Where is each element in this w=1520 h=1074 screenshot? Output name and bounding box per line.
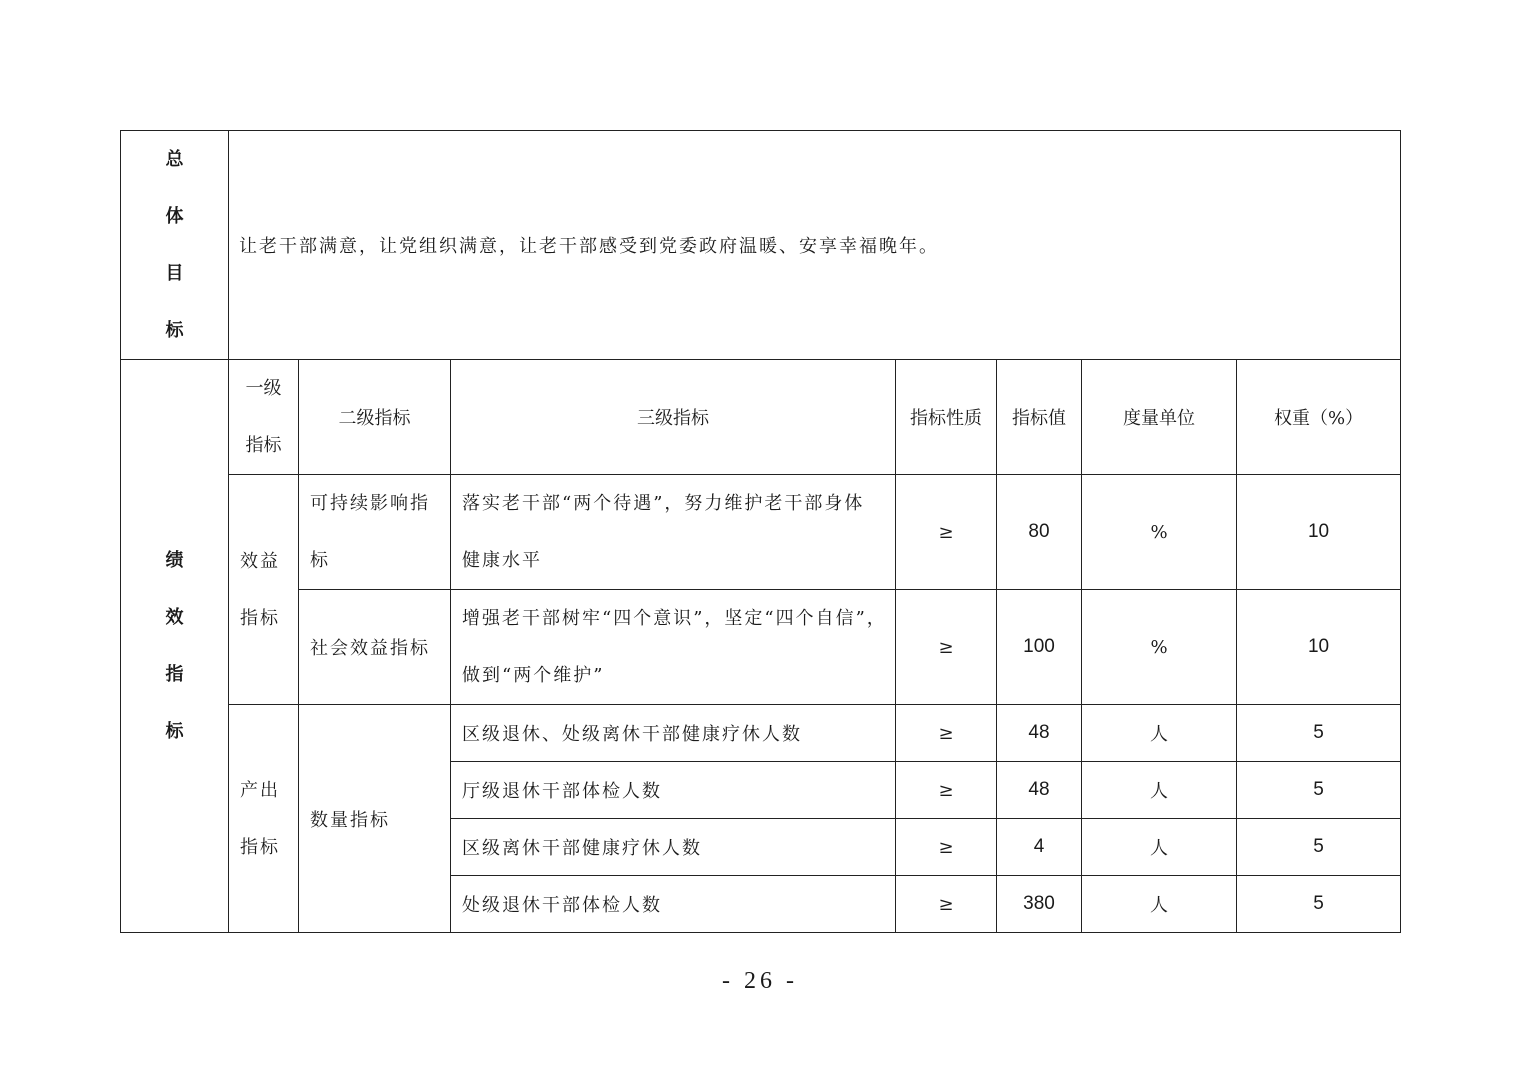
- value-cell: 48: [997, 762, 1082, 819]
- table-row: [121, 475, 1401, 590]
- unit-cell: 人: [1082, 705, 1237, 762]
- level1-line: 指标: [240, 836, 280, 858]
- level3-line: 做到“两个维护”: [462, 665, 605, 686]
- value-cell: 4: [997, 819, 1082, 876]
- overall-goal-label-char: 总: [165, 149, 184, 170]
- output-indicator-label: [229, 705, 299, 933]
- header-level2: 二级指标: [299, 360, 451, 475]
- level3-cell: 处级退休干部体检人数: [451, 876, 896, 933]
- value-cell: 48: [997, 705, 1082, 762]
- level1-line: 产出: [240, 779, 280, 801]
- header-level1: [229, 360, 299, 475]
- level3-cell: [451, 590, 896, 705]
- unit-cell: %: [1082, 475, 1237, 590]
- table-row: [121, 705, 1401, 762]
- value-cell: 380: [997, 876, 1082, 933]
- header-unit: 度量单位: [1082, 360, 1237, 475]
- overall-goal-label: [121, 131, 229, 360]
- nature-cell: ≥: [896, 762, 997, 819]
- overall-goal-label-char: 体: [165, 206, 184, 227]
- weight-cell: 5: [1237, 876, 1401, 933]
- unit-cell: 人: [1082, 876, 1237, 933]
- page-number: - 26 -: [722, 968, 798, 994]
- nature-cell: ≥: [896, 819, 997, 876]
- unit-cell: 人: [1082, 819, 1237, 876]
- performance-indicator-label: [121, 360, 229, 933]
- header-level3: 三级指标: [451, 360, 896, 475]
- performance-label-char: 标: [165, 721, 184, 742]
- header-level1-line: 指标: [245, 435, 282, 456]
- overall-goal-text: 让老干部满意，让党组织满意，让老干部感受到党委政府温暖、安享幸福晚年。: [229, 131, 1401, 360]
- level2-cell: [299, 475, 451, 590]
- level3-line: 落实老干部“两个待遇”，努力维护老干部身体: [462, 493, 865, 514]
- level1-line: 效益: [240, 550, 280, 572]
- level3-cell: 区级离休干部健康疗休人数: [451, 819, 896, 876]
- nature-cell: ≥: [896, 876, 997, 933]
- level2-line: 可持续影响指: [310, 493, 430, 514]
- nature-cell: ≥: [896, 475, 997, 590]
- unit-cell: 人: [1082, 762, 1237, 819]
- level2-cell: 社会效益指标: [299, 590, 451, 705]
- header-nature: 指标性质: [896, 360, 997, 475]
- indicator-header-row: [121, 360, 1401, 475]
- performance-label-char: 指: [165, 664, 184, 685]
- level1-line: 指标: [240, 607, 280, 629]
- level3-cell: [451, 475, 896, 590]
- weight-cell: 10: [1237, 475, 1401, 590]
- nature-cell: ≥: [896, 705, 997, 762]
- level3-cell: 区级退休、处级离休干部健康疗休人数: [451, 705, 896, 762]
- weight-cell: 5: [1237, 705, 1401, 762]
- level3-line: 健康水平: [462, 550, 542, 571]
- level2-line: 标: [310, 550, 330, 571]
- level3-cell: 厅级退休干部体检人数: [451, 762, 896, 819]
- level3-line: 增强老干部树牢“四个意识”，坚定“四个自信”，: [462, 608, 887, 629]
- weight-cell: 5: [1237, 762, 1401, 819]
- overall-goal-row: [121, 131, 1401, 360]
- header-weight: 权重（%）: [1237, 360, 1401, 475]
- nature-cell: ≥: [896, 590, 997, 705]
- performance-target-table: [120, 130, 1401, 933]
- header-level1-line: 一级: [245, 378, 282, 399]
- performance-label-char: 绩: [165, 550, 184, 571]
- overall-goal-label-char: 标: [165, 320, 184, 341]
- weight-cell: 5: [1237, 819, 1401, 876]
- value-cell: 100: [997, 590, 1082, 705]
- weight-cell: 10: [1237, 590, 1401, 705]
- quantity-indicator-label: 数量指标: [299, 705, 451, 933]
- header-value: 指标值: [997, 360, 1082, 475]
- benefit-indicator-label: [229, 475, 299, 705]
- overall-goal-label-char: 目: [165, 263, 184, 284]
- performance-label-char: 效: [165, 607, 184, 628]
- table-row: [121, 590, 1401, 705]
- unit-cell: %: [1082, 590, 1237, 705]
- value-cell: 80: [997, 475, 1082, 590]
